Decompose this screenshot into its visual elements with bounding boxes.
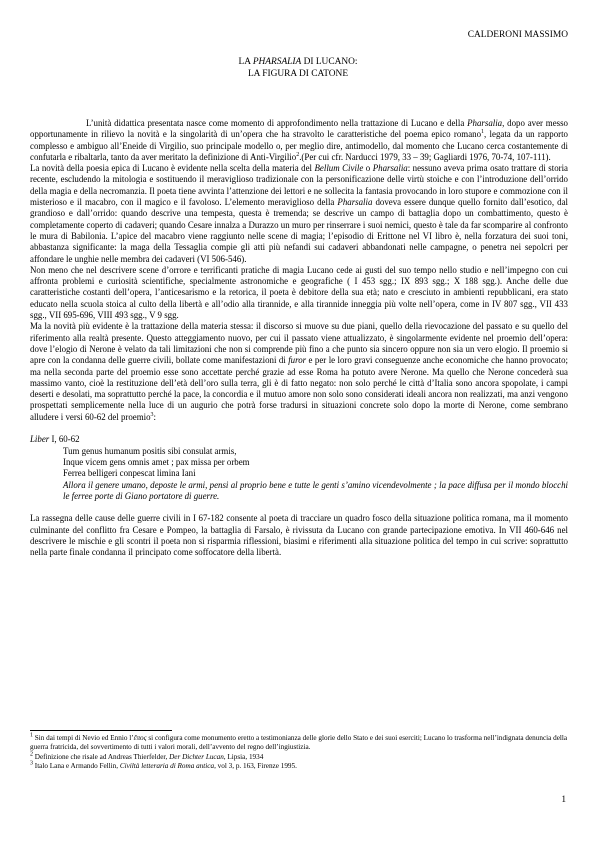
- text-run: Italo Lana e Armando Fellin,: [33, 762, 120, 771]
- text-run: :: [153, 411, 156, 422]
- verse-translation: [63, 480, 568, 503]
- text-run: , legata da un rapporto complesso e ambiguo all’Eneide di Virgilio, suo principale modello o, per meglio dire, antimodello, dal momento che Lucano cerca costantemente di confutarla e ribaltarla, tanto da aver meritato la definizione di Anti-Virgilio: [30, 129, 568, 162]
- italic-title: Der Dichter Lucan: [169, 752, 224, 761]
- citation-italic: Liber: [30, 434, 50, 445]
- spacer: [30, 502, 568, 513]
- paragraph-2: [30, 163, 568, 265]
- citation: [30, 434, 568, 445]
- text-run: Ma la novità più evidente è la trattazione della materia stessa: il discorso si muove su due piani, quello della rievocazione del passato e su quello del riferimento alla realtà presente. Questo atteggiamento nuovo, per cui il passato viene attualizzato, è singolarmente evidente nel proemio dell’opera: dove l’elogio di Nerone è velato da tali limitazioni che non si comprende più fino a che punto sia sincero oppure non sia un vero elogio. Il proemio si apre con la condanna delle guerre civili, bollate come manifestazioni di: [30, 321, 568, 366]
- italic-title: Civiltà letteraria di Roma antica: [119, 762, 215, 771]
- text-run: doveva essere dunque quello fornito dall’esotico, dal grandioso e dall’orrido: quando descrive una tempesta, questa è tremenda; se descrive un campo di battaglia dopo un combattimento, questo è completamente coperto di cadaveri; quando Cesare innalza a Durazzo un muro per rinserrare i suoi nemici, questo è tale da far scomparire al confronto le mura di Babilonia. L’apice del macabro viene raggiunto nelle scene di magia; l’episodio di Erittone nel VI libro è, nella forzatura dei suoi toni, abbastanza significante: la maga della Tessaglia compie gli atti più nefandi sui cadaveri abbandonati nelle campagne, o penetra nei sepolcri per affondare le unghie nelle membra dei cadaveri (VI 506-546).: [30, 197, 568, 264]
- text-run: Definizione che risale ad Andreas Thierfelder,: [33, 752, 170, 761]
- text-run: Sin dai tempi di Nevio ed Ennio l’: [33, 734, 134, 742]
- italic-title: Pharsalia: [337, 197, 373, 208]
- title-line-1: [0, 57, 596, 69]
- footnote-2: [30, 753, 568, 762]
- italic-title: Pharsalia: [467, 118, 503, 128]
- footnote-number: 3: [30, 760, 33, 767]
- latin-verses: [63, 446, 568, 502]
- text-run: si configura come monumento eretto a testimonianza delle glorie dello Stato e dei suoi eserciti; Lucano lo trasforma nell’indignata denuncia della guerra fratricida, del sovvertimento di tutti i valori morali, dell’avvento del regno dell’ingiustizia.: [30, 734, 568, 752]
- footnotes: [30, 734, 568, 772]
- footnote-number: 1: [30, 732, 33, 739]
- footnote-number: 2: [30, 751, 33, 758]
- spacer: [30, 423, 568, 434]
- text-run: , Lipsia, 1934: [223, 752, 264, 761]
- footnote-ref-1[interactable]: 1: [481, 129, 485, 136]
- citation-ref: I, 60-62: [49, 434, 80, 445]
- text-run: L’unità didattica presentata nasce come momento di approfondimento nella trattazione di Lucano e della: [86, 118, 468, 128]
- translation-italic: Allora il genere umano, deposte le armi, pensi al proprio bene e tutte le genti s’amino vicendevolmente ; la pace diffusa per il mondo blocchi le ferree porte di Giano portatore di guerre.: [63, 479, 568, 501]
- page-number: 1: [561, 795, 566, 805]
- paragraph-3: Non meno che nel descrivere scene d’orrore e terrificanti pratiche di magia Lucano cede ai gusti del suo tempo nello studio e nell’impegno con cui affronta problemi e curiosità scientifiche, specialmente astronomiche e geografiche ( I 453 sgg.; IX 893 sgg.; X 188 sgg.). Anche delle due caratteristiche costanti dell’opera, l’anticesarismo e la retorica, il poeta è debitore della sua età; nato e cresciuto in ambienti repubblicani, era stato educato nella scuola stoica al culto della libertà e all’odio alla tirannide, e alla tirannide inneggia più volte nell’opera, come in IV 807 sgg., VII 433 sgg., VII 695-696, VIII 493 sgg., V 9 sgg.: [30, 264, 568, 321]
- page-title: [0, 57, 596, 80]
- greek-word: ἔπος: [133, 734, 147, 742]
- text-run: : nessuno aveva prima osato trattare di storia recente, escludendo la mitologia e sostituendo il meraviglioso tradizionale con la personificazione delle virtù stoiche e con l’introduzione dell’orrido della magia e della necromanzia. Il poeta tiene avvinta l’attenzione dei lettori e ne sollecita la fantasia provocando in loro stupore e commozione con il misterioso e il macabro, con il magico e il favoloso. L’elemento meraviglioso della: [30, 163, 568, 208]
- footnote-3: [30, 762, 568, 771]
- title-text: DI LUCANO:: [301, 57, 358, 67]
- text-run: , vol 3, p. 163, Firenze 1995.: [214, 762, 297, 771]
- body-text: [30, 118, 568, 559]
- italic-title: Bellum Civile: [314, 163, 364, 174]
- author-header: CALDERONI MASSIMO: [467, 30, 568, 40]
- footnote-divider: [30, 730, 172, 731]
- paragraph-1: [30, 118, 568, 163]
- text-run: .(Per cui cfr. Narducci 1979, 33 – 39; Gagliardi 1976, 70-74, 107-111).: [299, 151, 551, 162]
- title-text: LA: [238, 57, 253, 67]
- title-line-2: LA FIGURA DI CATONE: [247, 68, 349, 79]
- footnote-ref-2[interactable]: 2: [296, 151, 300, 158]
- verse-line: Ferrea belligeri conpescat limina Iani: [63, 468, 196, 479]
- text-run: e per le loro gravi conseguenze anche economiche che hanno provocato; ma nella seconda parte del proemio esse sono accettate perché grazie ad esse Roma ha potuto avere Nerone. Ma quello che Nerone concederà sua massimo vanto, cioè la restituzione dell’età dell’oro sulla terra, gli è di fatto negato: non solo perché le città d’Italia sono ancora spopolate, i campi deserti e desolati, ma soprattutto perché la pace, la concordia e il mutuo amore non solo sono considerati ideali ancora non realizzati, ma anzi vengono prospettati semplicemente nella luce di un augurio che potrà forse tradursi in situazioni concrete solo dopo la morte di Nerone, come sembrano alludere i versi 60-62 del proemio: [30, 355, 568, 422]
- paragraph-4: [30, 321, 568, 423]
- footnote-1: [30, 734, 568, 753]
- text-run: , dopo aver messo opportunamente in rilievo la novità e la singolarità di un’opera che ha stravolto le caratteristiche del poema epico romano: [30, 118, 568, 140]
- verse-line: Inque vicem gens omnis amet ; pax missa per orbem: [63, 456, 250, 467]
- text-run: o: [363, 163, 373, 174]
- title-italic-work: PHARSALIA: [252, 57, 302, 67]
- verse-line: Tum genus humanum positis sibi consulat armis,: [63, 445, 237, 456]
- italic-term: furor: [288, 355, 307, 366]
- text-run: La novità della poesia epica di Lucano è evidente nella scelta della materia del: [30, 163, 315, 174]
- paragraph-5: La rassegna delle cause delle guerre civili in I 67-182 consente al poeta di tracciare un quadro fosco della situazione politica romana, ma il momento culminante del conflitto fra Cesare e Pompeo, la battaglia di Farsalo, è rivissuta da Lucano con grande partecipazione emotiva. In VII 460-646 nel descrivere le mischie e gli scontri il poeta non si risparmia riflessioni, biasimi e riferimenti alla situazione politica del tempo in cui scrive: soprattutto nella parte finale condanna il principato come soffocatore della libertà.: [30, 513, 568, 558]
- italic-title: Pharsalia: [372, 163, 408, 174]
- footnote-ref-3[interactable]: 3: [150, 411, 154, 418]
